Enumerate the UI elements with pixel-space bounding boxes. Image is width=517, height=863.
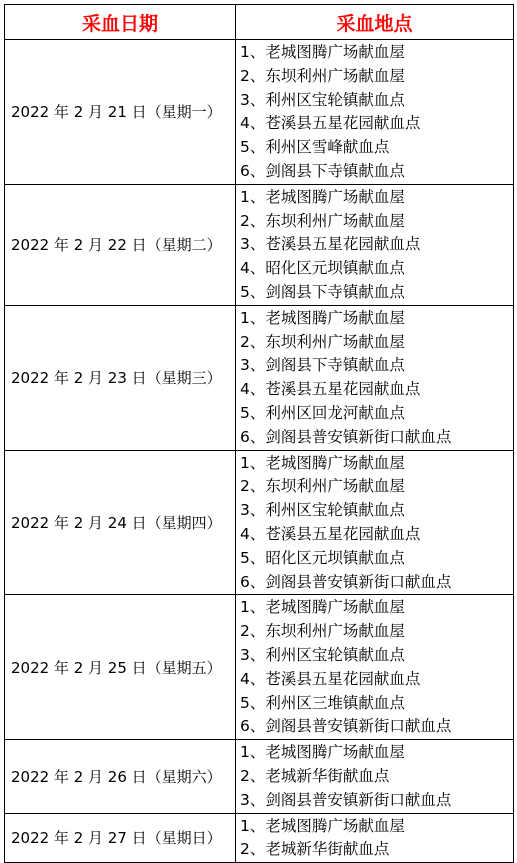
location-item: 3、利州区宝轮镇献血点 <box>240 501 405 520</box>
location-item: 3、利州区宝轮镇献血点 <box>240 90 405 109</box>
header-location: 采血地点 <box>236 5 514 40</box>
location-item: 2、东坝利州广场献血屋 <box>240 66 405 85</box>
locations-cell <box>236 40 514 185</box>
locations-cell <box>236 813 514 863</box>
table-row <box>5 40 514 185</box>
location-item: 5、昭化区元坝镇献血点 <box>240 548 405 567</box>
table-row <box>5 305 514 450</box>
location-item: 4、昭化区元坝镇献血点 <box>240 259 405 278</box>
table-row <box>5 450 514 595</box>
location-item: 6、剑阁县普安镇新街口献血点 <box>240 572 452 591</box>
locations-cell <box>236 595 514 740</box>
table-row <box>5 740 514 813</box>
location-item: 3、苍溪县五星花园献血点 <box>240 235 421 254</box>
header-date: 采血日期 <box>5 5 236 40</box>
location-item: 5、剑阁县下寺镇献血点 <box>240 282 405 301</box>
location-item: 2、东坝利州广场献血屋 <box>240 332 405 351</box>
location-item: 2、东坝利州广场献血屋 <box>240 211 405 230</box>
location-item: 2、老城新华街献血点 <box>240 766 390 785</box>
locations-cell <box>236 450 514 595</box>
location-item: 6、剑阁县普安镇新街口献血点 <box>240 717 452 736</box>
date-cell: 2022 年 2 月 23 日（星期三） <box>5 305 236 450</box>
location-item: 3、利州区宝轮镇献血点 <box>240 645 405 664</box>
table-body <box>5 40 514 863</box>
location-item: 2、东坝利州广场献血屋 <box>240 622 405 641</box>
location-item: 6、剑阁县普安镇新街口献血点 <box>240 427 452 446</box>
blood-drive-schedule-table <box>4 4 514 863</box>
locations-cell <box>236 740 514 813</box>
location-item: 1、老城图腾广场献血屋 <box>240 453 405 472</box>
date-cell: 2022 年 2 月 24 日（星期四） <box>5 450 236 595</box>
location-item: 2、老城新华街献血点 <box>240 840 390 859</box>
table-row <box>5 813 514 863</box>
location-item: 5、利州区雪峰献血点 <box>240 138 390 157</box>
header-row <box>5 5 514 40</box>
location-item: 4、苍溪县五星花园献血点 <box>240 524 421 543</box>
location-item: 3、剑阁县下寺镇献血点 <box>240 356 405 375</box>
location-item: 1、老城图腾广场献血屋 <box>240 308 405 327</box>
date-cell: 2022 年 2 月 21 日（星期一） <box>5 40 236 185</box>
location-item: 1、老城图腾广场献血屋 <box>240 187 405 206</box>
date-cell: 2022 年 2 月 26 日（星期六） <box>5 740 236 813</box>
locations-cell <box>236 305 514 450</box>
table-row <box>5 184 514 305</box>
location-item: 1、老城图腾广场献血屋 <box>240 743 405 762</box>
location-item: 1、老城图腾广场献血屋 <box>240 816 405 835</box>
date-cell: 2022 年 2 月 22 日（星期二） <box>5 184 236 305</box>
table-row <box>5 595 514 740</box>
date-cell: 2022 年 2 月 25 日（星期五） <box>5 595 236 740</box>
table-header <box>5 5 514 40</box>
location-item: 4、苍溪县五星花园献血点 <box>240 114 421 133</box>
location-item: 5、利州区回龙河献血点 <box>240 403 405 422</box>
location-item: 5、利州区三堆镇献血点 <box>240 693 405 712</box>
location-item: 4、苍溪县五星花园献血点 <box>240 380 421 399</box>
location-item: 1、老城图腾广场献血屋 <box>240 43 405 61</box>
location-item: 2、东坝利州广场献血屋 <box>240 477 405 496</box>
locations-cell <box>236 184 514 305</box>
location-item: 3、剑阁县普安镇新街口献血点 <box>240 790 452 809</box>
location-item: 6、剑阁县下寺镇献血点 <box>240 161 405 180</box>
location-item: 1、老城图腾广场献血屋 <box>240 598 405 617</box>
location-item: 4、苍溪县五星花园献血点 <box>240 669 421 688</box>
date-cell: 2022 年 2 月 27 日（星期日） <box>5 813 236 863</box>
